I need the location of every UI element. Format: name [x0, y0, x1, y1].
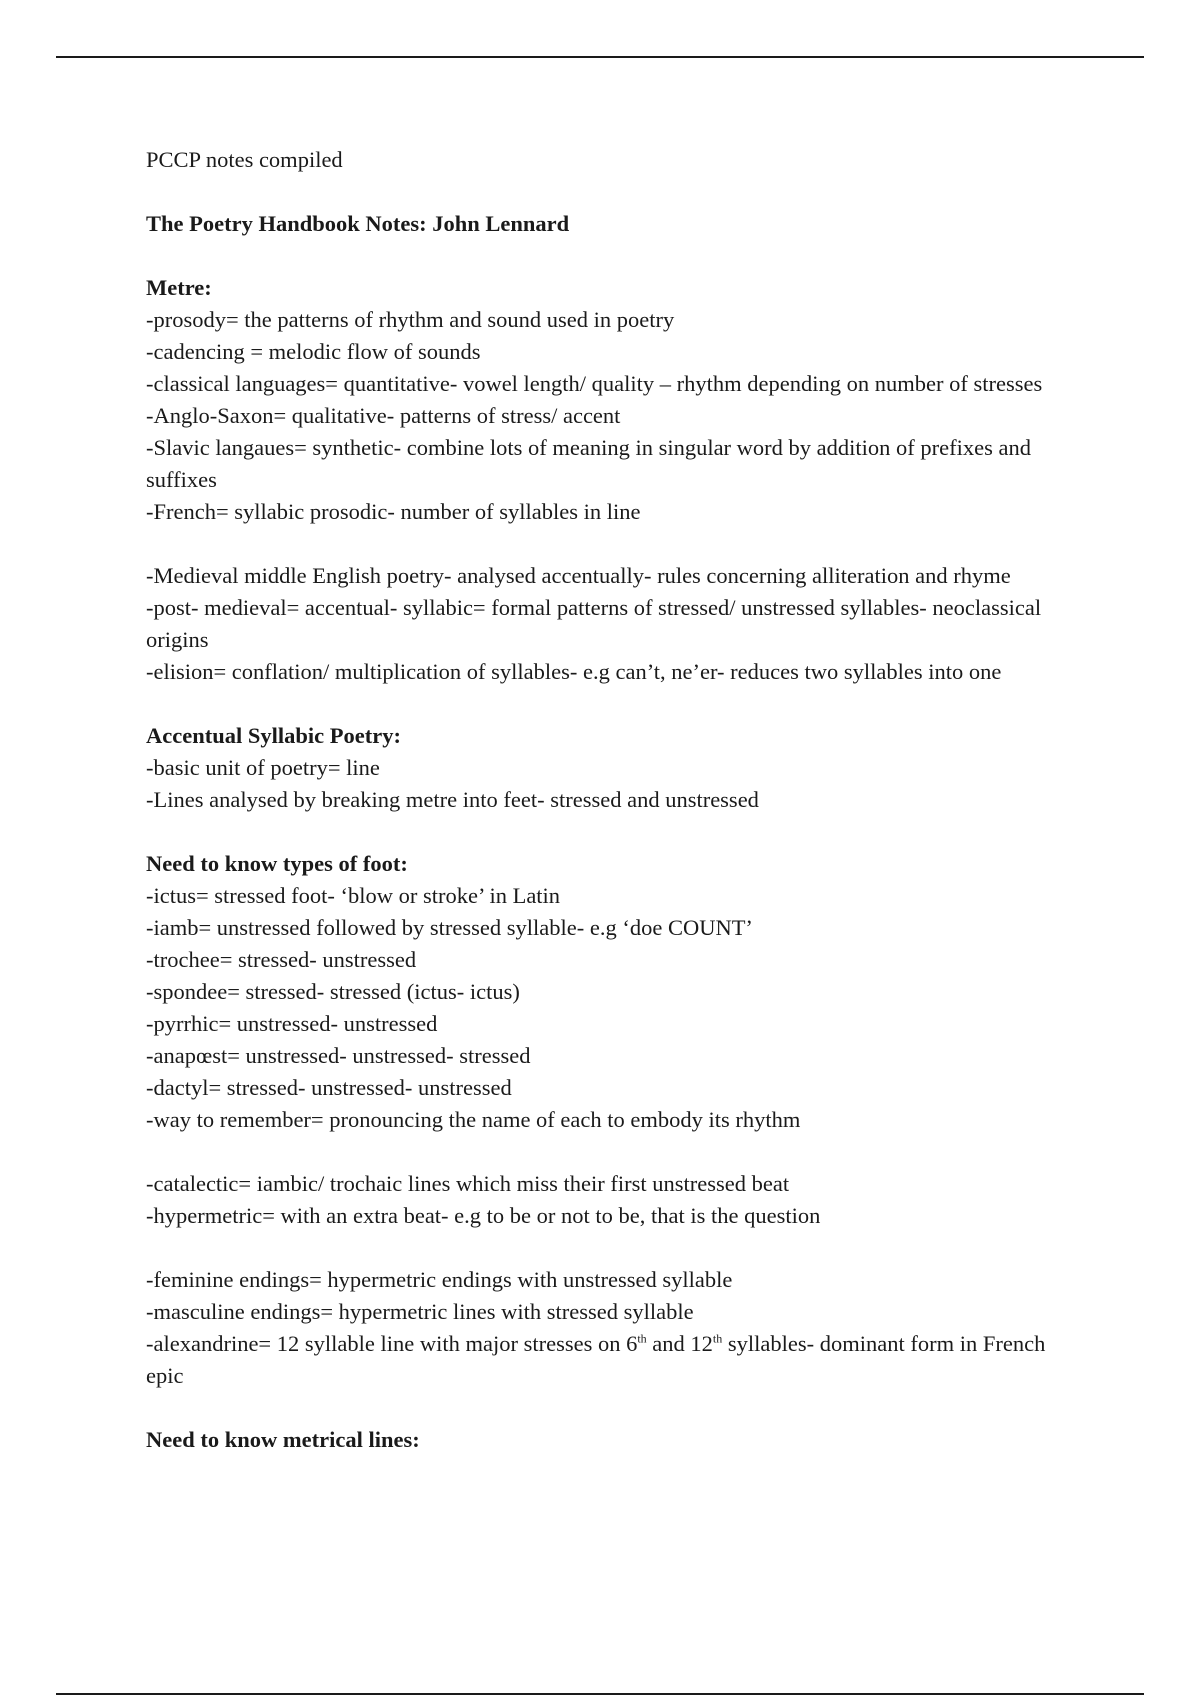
note-line: -hypermetric= with an extra beat- e.g to be or not to be, that is the question: [146, 1203, 821, 1228]
note-line: -feminine endings= hypermetric endings with unstressed syllable: [146, 1267, 733, 1292]
spacer: [146, 1136, 1046, 1168]
note-line: -Medieval middle English poetry- analysed accentually- rules concerning alliteration and rhyme: [146, 563, 1011, 588]
note-line: -Slavic langaues= synthetic- combine lots of meaning in singular word by addition of prefixes and suffixes: [146, 435, 1031, 492]
section-heading-accentual: Accentual Syllabic Poetry:: [146, 723, 401, 748]
section-heading-metre: Metre:: [146, 275, 212, 300]
note-line-alexandrine: [146, 1328, 1046, 1392]
section-heading-metrical-lines: Need to know metrical lines:: [146, 1427, 420, 1452]
note-line: -Anglo-Saxon= qualitative- patterns of stress/ accent: [146, 403, 621, 428]
note-text: -alexandrine= 12 syllable line with major stresses on 6: [146, 1331, 638, 1356]
spacer: [146, 1392, 1046, 1424]
section-heading-feet: Need to know types of foot:: [146, 851, 408, 876]
spacer: [146, 528, 1046, 560]
note-line: -classical languages= quantitative- vowel length/ quality – rhythm depending on number of stresses: [146, 371, 1043, 396]
note-text: and 12: [646, 1331, 713, 1356]
note-line: -cadencing = melodic flow of sounds: [146, 339, 481, 364]
superscript: th: [712, 1331, 723, 1346]
note-line: -basic unit of poetry= line: [146, 755, 380, 780]
note-line: -way to remember= pronouncing the name of each to embody its rhythm: [146, 1107, 801, 1132]
note-line: -anapœst= unstressed- unstressed- stressed: [146, 1043, 531, 1068]
note-line: -post- medieval= accentual- syllabic= formal patterns of stressed/ unstressed syllables- neoclassical origins: [146, 595, 1042, 652]
document-label: PCCP notes compiled: [146, 147, 343, 172]
spacer: [146, 688, 1046, 720]
superscript: th: [637, 1331, 647, 1346]
document-body: [146, 144, 1046, 1456]
bottom-rule: [56, 1693, 1144, 1695]
spacer: [146, 240, 1046, 272]
note-line: -pyrrhic= unstressed- unstressed: [146, 1011, 438, 1036]
note-line: -elision= conflation/ multiplication of syllables- e.g can’t, ne’er- reduces two syllables into one: [146, 659, 1002, 684]
note-line: -prosody= the patterns of rhythm and sound used in poetry: [146, 307, 675, 332]
top-rule: [56, 56, 1144, 58]
spacer: [146, 816, 1046, 848]
note-line: -French= syllabic prosodic- number of syllables in line: [146, 499, 641, 524]
note-line: -masculine endings= hypermetric lines with stressed syllable: [146, 1299, 694, 1324]
book-title: The Poetry Handbook Notes: John Lennard: [146, 211, 570, 236]
note-line: -iamb= unstressed followed by stressed syllable- e.g ‘doe COUNT’: [146, 915, 753, 940]
note-text: syllables- dominant form in French epic: [146, 1331, 1046, 1388]
note-line: -dactyl= stressed- unstressed- unstressed: [146, 1075, 512, 1100]
note-line: -Lines analysed by breaking metre into feet- stressed and unstressed: [146, 787, 759, 812]
note-line: -ictus= stressed foot- ‘blow or stroke’ in Latin: [146, 883, 561, 908]
note-line: -spondee= stressed- stressed (ictus- ictus): [146, 979, 520, 1004]
note-line: -catalectic= iambic/ trochaic lines which miss their first unstressed beat: [146, 1171, 790, 1196]
note-line: -trochee= stressed- unstressed: [146, 947, 417, 972]
spacer: [146, 1232, 1046, 1264]
